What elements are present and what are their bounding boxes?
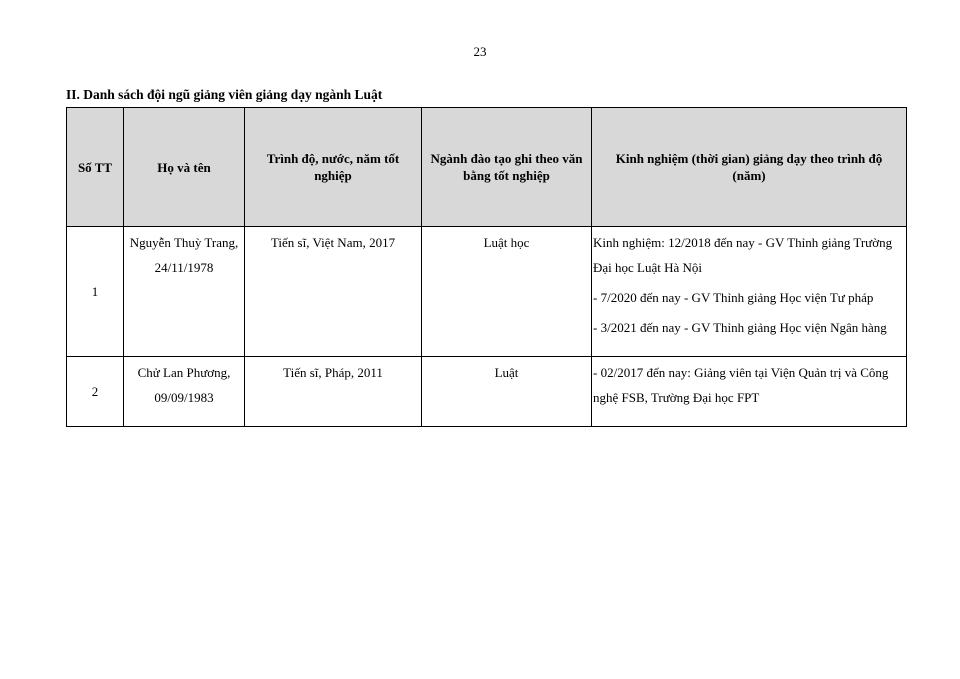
page-number: 23 (473, 44, 487, 59)
lecturer-name: Nguyễn Thuỳ Trang, (129, 235, 239, 250)
cell-experience (592, 357, 907, 427)
lecturer-table (66, 107, 907, 427)
header-name: Họ và tên (124, 108, 245, 227)
experience-item: - 02/2017 đến nay: Giảng viên tại Viện Quản trị và Công nghệ FSB, Trường Đại học FPT (593, 365, 889, 405)
lecturer-name: Chử Lan Phương, (137, 365, 231, 380)
experience-item: - 7/2020 đến nay - GV Thỉnh giảng Học viện Tư pháp (593, 290, 874, 305)
cell-experience (592, 227, 907, 357)
experience-item: - 3/2021 đến nay - GV Thỉnh giảng Học viện Ngân hàng (593, 320, 887, 335)
cell-name (124, 357, 245, 427)
table-row (67, 227, 907, 357)
experience-item: Kinh nghiệm: 12/2018 đến nay - GV Thỉnh giảng Trường Đại học Luật Hà Nội (593, 235, 893, 275)
header-degree: Trình độ, nước, năm tốt nghiệp (245, 108, 422, 227)
cell-major: Luật học (422, 227, 592, 357)
header-experience: Kinh nghiệm (thời gian) giảng dạy theo trình độ (năm) (592, 108, 907, 227)
lecturer-dob: 09/09/1983 (154, 390, 214, 405)
header-stt: Số TT (67, 108, 124, 227)
table-row (67, 357, 907, 427)
cell-major: Luật (422, 357, 592, 427)
cell-degree: Tiến sĩ, Việt Nam, 2017 (245, 227, 422, 357)
table-header-row (67, 108, 907, 227)
cell-degree: Tiến sĩ, Pháp, 2011 (245, 357, 422, 427)
cell-stt: 1 (67, 227, 124, 357)
cell-stt: 2 (67, 357, 124, 427)
cell-name (124, 227, 245, 357)
section-title: II. Danh sách đội ngũ giảng viên giảng dạy ngành Luật (66, 87, 383, 102)
lecturer-dob: 24/11/1978 (154, 260, 214, 275)
header-major: Ngành đào tạo ghi theo văn bằng tốt nghiệp (422, 108, 592, 227)
